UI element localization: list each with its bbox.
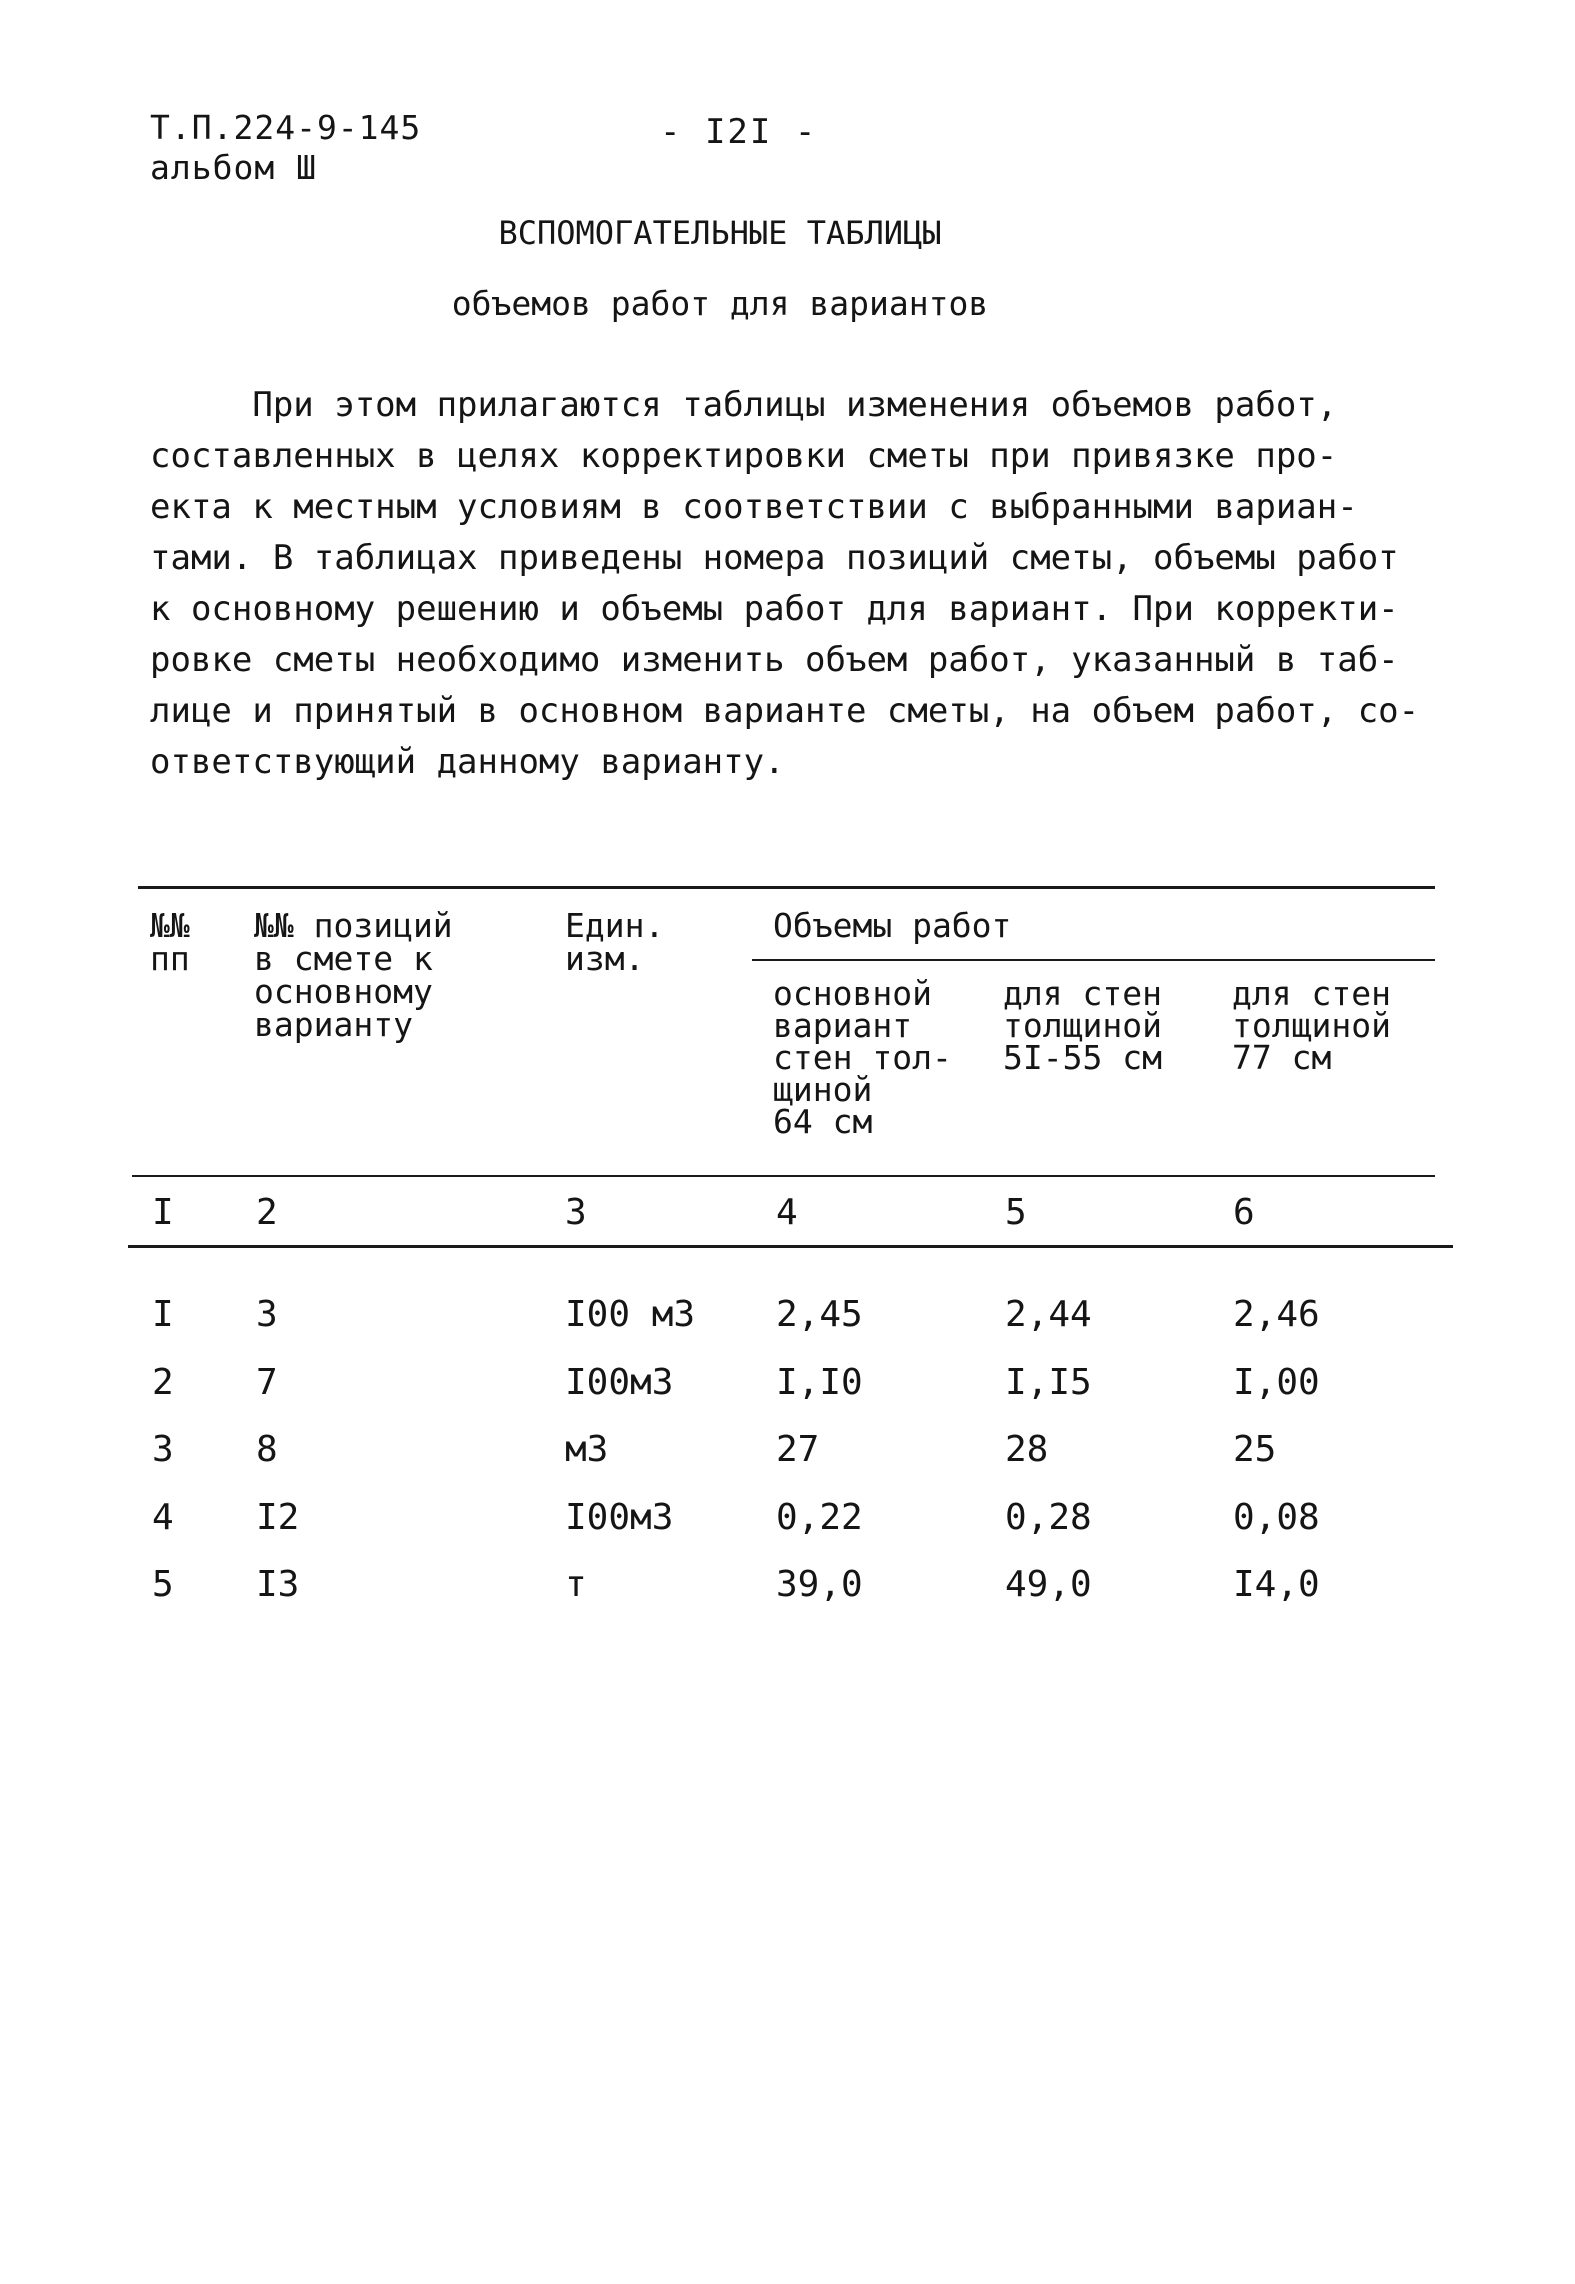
header-work-volumes: Объемы работ	[773, 906, 1012, 945]
page-number: - I2I -	[660, 112, 818, 152]
column-number: 5	[1005, 1192, 1027, 1233]
variant-51-55-value: I,I5	[1005, 1362, 1092, 1403]
variant-77-value: 2,46	[1233, 1294, 1320, 1335]
variant-51-55-value: 49,0	[1005, 1564, 1092, 1605]
document-header	[150, 108, 421, 188]
page-title: ВСПОМОГАТЕЛЬНЫЕ ТАБЛИЦЫ	[498, 214, 942, 252]
row-number: 3	[152, 1429, 174, 1470]
variant-77-value: 0,08	[1233, 1497, 1320, 1538]
position-number: 3	[256, 1294, 278, 1335]
variant-51-55-value: 28	[1005, 1429, 1049, 1470]
page-subtitle: объемов работ для вариантов	[451, 284, 989, 323]
variant-77-value: I4,0	[1233, 1564, 1320, 1605]
variant-77-value: I,00	[1233, 1362, 1320, 1403]
row-number: 5	[152, 1564, 174, 1605]
base-value: I,I0	[776, 1362, 863, 1403]
position-number: I2	[256, 1497, 300, 1538]
position-number: I3	[256, 1564, 300, 1605]
column-number: 4	[776, 1192, 798, 1233]
variant-51-55-value: 0,28	[1005, 1497, 1092, 1538]
base-value: 27	[776, 1429, 820, 1470]
header-bottom-rule	[132, 1175, 1435, 1177]
base-value: 0,22	[776, 1497, 863, 1538]
column-number: 6	[1233, 1192, 1255, 1233]
header-row-number: №№ пп	[150, 906, 190, 978]
column-number: 2	[256, 1192, 278, 1233]
row-number: 2	[152, 1362, 174, 1403]
header-position-number: №№ позиций в смете к основному варианту	[254, 906, 453, 1044]
header-variant-77: для стен толщиной 77 см	[1232, 974, 1391, 1077]
variant-51-55-value: 2,44	[1005, 1294, 1092, 1335]
table-top-rule	[138, 886, 1435, 889]
header-variant-51-55: для стен толщиной 5I-55 см	[1003, 974, 1162, 1077]
unit: I00м3	[565, 1362, 674, 1403]
variant-77-value: 25	[1233, 1429, 1277, 1470]
unit: т	[565, 1564, 587, 1605]
unit: I00м3	[565, 1497, 674, 1538]
position-number: 7	[256, 1362, 278, 1403]
column-number: 3	[565, 1192, 587, 1233]
group-header-rule	[752, 959, 1435, 961]
intro-paragraph: При этом прилагаются таблицы изменения объемов работ, составленных в целях корректировки сметы при привязке про- екта к местным условиям в соответствии с выбранными вариан- тами. В таблицах приведены номера позиций сметы, объемы работ к основному решению и объемы работ для вариант. При корректи- ровке сметы необходимо изменить объем работ, указанный в таб- лице и принятый в основном варианте сметы, на объем работ, со- ответствующий данному варианту.	[150, 385, 1420, 782]
unit: I00 м3	[565, 1294, 696, 1335]
column-number: I	[152, 1192, 174, 1233]
base-value: 39,0	[776, 1564, 863, 1605]
document-code: Т.П.224-9-145	[150, 108, 422, 147]
unit: м3	[565, 1429, 609, 1470]
header-base-variant: основной вариант стен тол- щиной 64 см	[773, 974, 952, 1141]
header-unit: Един. изм.	[565, 906, 665, 978]
row-number: I	[152, 1294, 174, 1335]
column-numbers-rule	[128, 1245, 1453, 1248]
position-number: 8	[256, 1429, 278, 1470]
base-value: 2,45	[776, 1294, 863, 1335]
row-number: 4	[152, 1497, 174, 1538]
album-label: альбом Ш	[150, 148, 317, 187]
